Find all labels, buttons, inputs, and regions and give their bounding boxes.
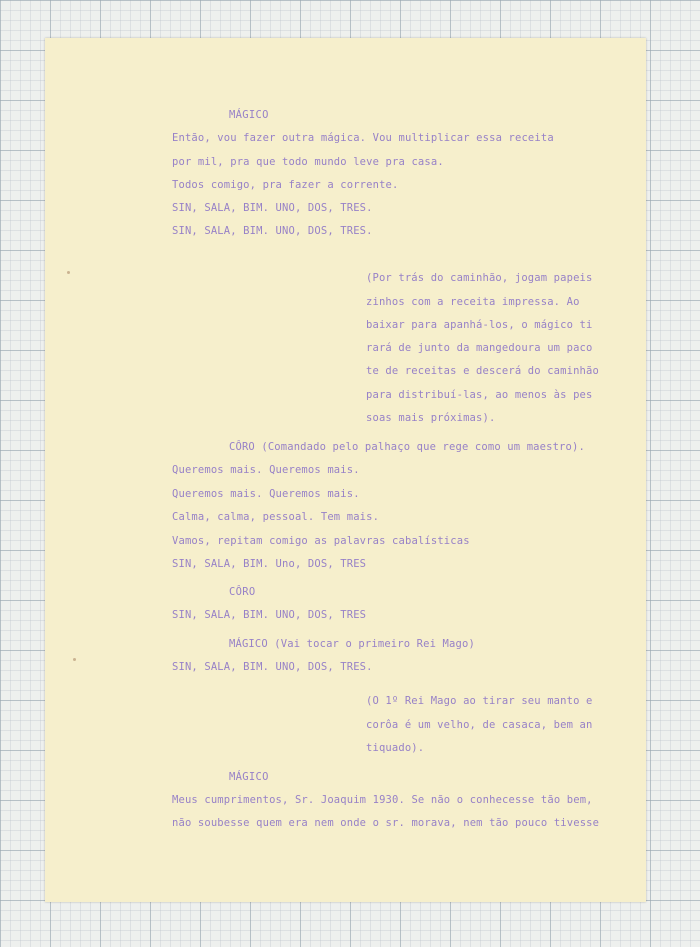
dialogue-line: Então, vou fazer outra mágica. Vou multiplicar essa receita bbox=[172, 132, 554, 144]
dialogue-line: por mil, pra que todo mundo leve pra casa. bbox=[172, 156, 444, 168]
stage-direction: corôa é um velho, de casaca, bem an bbox=[366, 719, 593, 731]
typewritten-page bbox=[45, 38, 646, 902]
dialogue-line: SIN, SALA, BIM. UNO, DOS, TRES. bbox=[172, 661, 373, 673]
stage-direction: rará de junto da mangedoura um paco bbox=[366, 342, 593, 354]
stage-direction: zinhos com a receita impressa. Ao bbox=[366, 296, 580, 308]
dialogue-line: SIN, SALA, BIM. UNO, DOS, TRES bbox=[172, 609, 367, 621]
dialogue-line: não soubesse quem era nem onde o sr. morava, nem tão pouco tivesse bbox=[172, 817, 600, 829]
stage-direction: para distribuí-las, ao menos às pes bbox=[366, 389, 593, 401]
dialogue-line: SIN, SALA, BIM. Uno, DOS, TRES bbox=[172, 558, 367, 570]
dialogue-line: Vamos, repitam comigo as palavras cabalísticas bbox=[172, 535, 470, 547]
paper-spot bbox=[67, 271, 70, 274]
speaker-heading: MÁGICO bbox=[229, 771, 269, 783]
stage-direction: (Por trás do caminhão, jogam papeis bbox=[366, 272, 593, 284]
stage-direction: soas mais próximas). bbox=[366, 412, 496, 424]
stage-direction: tiquado). bbox=[366, 742, 425, 754]
dialogue-line: Todos comigo, pra fazer a corrente. bbox=[172, 179, 399, 191]
paper-spot bbox=[73, 658, 76, 661]
dialogue-line: Calma, calma, pessoal. Tem mais. bbox=[172, 511, 380, 523]
speaker-heading: MÁGICO bbox=[229, 109, 269, 121]
dialogue-line: Meus cumprimentos, Sr. Joaquim 1930. Se não o conhecesse tão bem, bbox=[172, 794, 593, 806]
speaker-heading: CÔRO bbox=[229, 586, 256, 598]
stage-direction: (O 1º Rei Mago ao tirar seu manto e bbox=[366, 695, 593, 707]
speaker-heading: MÁGICO (Vai tocar o primeiro Rei Mago) bbox=[229, 638, 475, 650]
speaker-heading: CÔRO (Comandado pelo palhaço que rege como um maestro). bbox=[229, 441, 585, 453]
dialogue-line: Queremos mais. Queremos mais. bbox=[172, 488, 360, 500]
dialogue-line: SIN, SALA, BIM. UNO, DOS, TRES. bbox=[172, 225, 373, 237]
dialogue-line: SIN, SALA, BIM. UNO, DOS, TRES. bbox=[172, 202, 373, 214]
stage-direction: te de receitas e descerá do caminhão bbox=[366, 365, 599, 377]
dialogue-line: Queremos mais. Queremos mais. bbox=[172, 464, 360, 476]
stage-direction: baixar para apanhá-los, o mágico ti bbox=[366, 319, 593, 331]
